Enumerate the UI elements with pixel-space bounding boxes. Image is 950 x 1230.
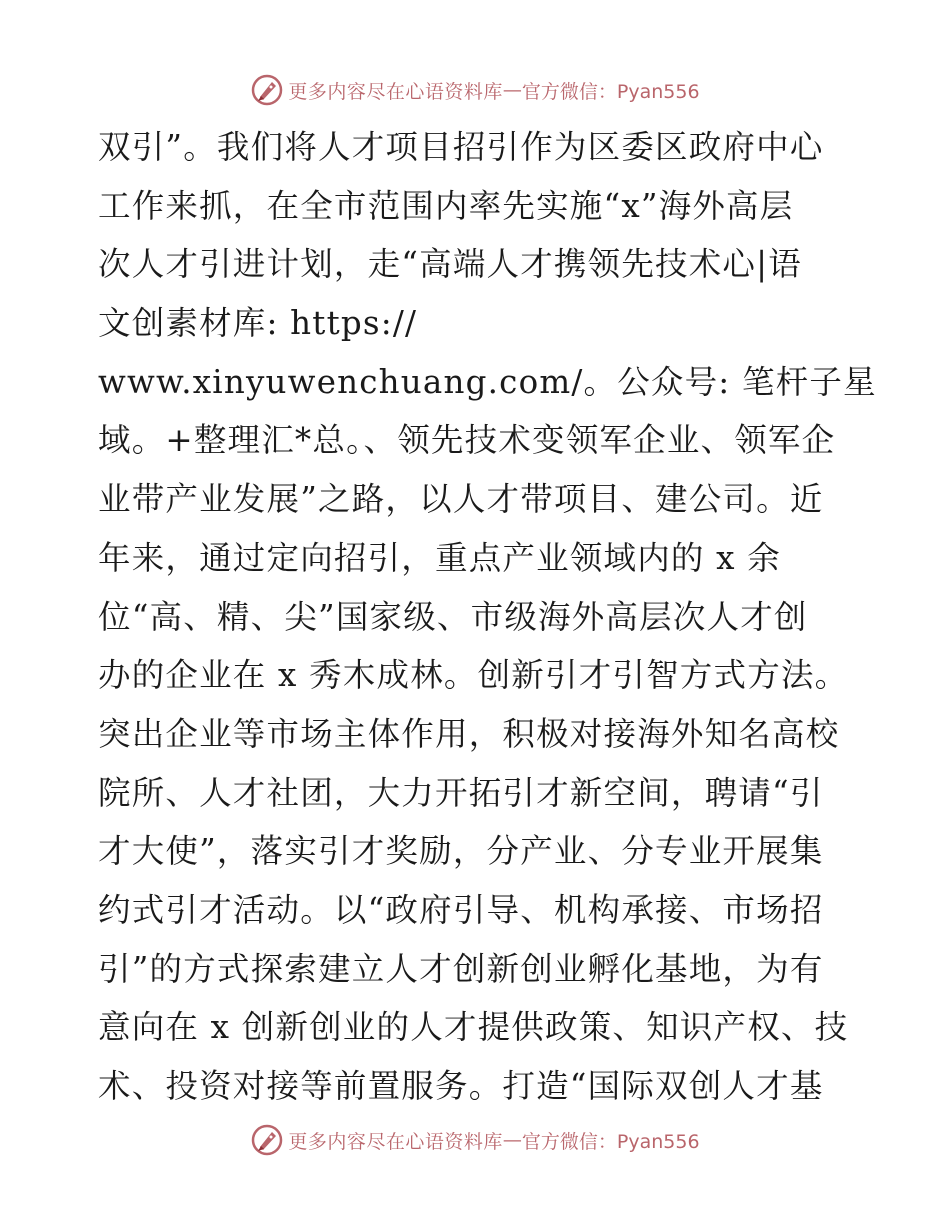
- pen-nib-logo-icon: [250, 1123, 284, 1157]
- text-line: 工作来抓，在全市范围内率先实施“x”海外高层: [98, 186, 794, 225]
- text-line: 域。+整理汇*总。、领先技术变领军企业、领军企: [98, 421, 836, 460]
- footer-banner: [0, 1120, 950, 1160]
- text-line: 引”的方式探索建立人才创新创业孵化基地，为有: [98, 949, 824, 988]
- banner-wechat-text: 官方微信：Pyan556: [521, 1130, 700, 1153]
- text-line: 才大使”，落实引才奖励，分产业、分专业开展集: [98, 832, 824, 871]
- text-line: 年来，通过定向招引，重点产业领域内的 x 余: [98, 538, 781, 577]
- document-body: [98, 118, 877, 1116]
- text-line: 位“高、精、尖”国家级、市级海外高层次人才创: [98, 597, 808, 636]
- text-line: 双引”。我们将人才项目招引作为区委区政府中心: [98, 128, 824, 166]
- text-line: 办的企业在 x 秀木成林。创新引才引智方式方法。: [98, 656, 849, 695]
- text-line: 术、投资对接等前置服务。打造“国际双创人才基: [98, 1067, 824, 1105]
- banner-dash: —: [502, 1129, 522, 1151]
- banner-dash: —: [502, 79, 522, 101]
- text-line: 文创素材库: https://: [98, 304, 418, 343]
- banner-wechat-text: 官方微信：Pyan556: [521, 80, 700, 103]
- text-line: 意向在 x 创新创业的人才提供政策、知识产权、技: [98, 1008, 849, 1047]
- banner-main-text: 更多内容尽在心语资料库: [288, 80, 503, 103]
- banner-main-text: 更多内容尽在心语资料库: [288, 1130, 503, 1153]
- text-line: 突出企业等市场主体作用，积极对接海外知名高校: [98, 714, 840, 753]
- text-line: 院所、人才社团，大力开拓引才新空间，聘请“引: [98, 773, 824, 812]
- text-line: 次人才引进计划，走“高端人才携领先技术心|语: [98, 245, 802, 284]
- header-banner: [0, 70, 950, 110]
- text-line: 业带产业发展”之路，以人才带项目、建公司。近: [98, 480, 824, 519]
- pen-nib-logo-icon: [250, 73, 284, 107]
- text-line: www.xinyuwenchuang.com/。公众号: 笔杆子星: [98, 362, 877, 401]
- text-line: 约式引才活动。以“政府引导、机构承接、市场招: [98, 890, 824, 929]
